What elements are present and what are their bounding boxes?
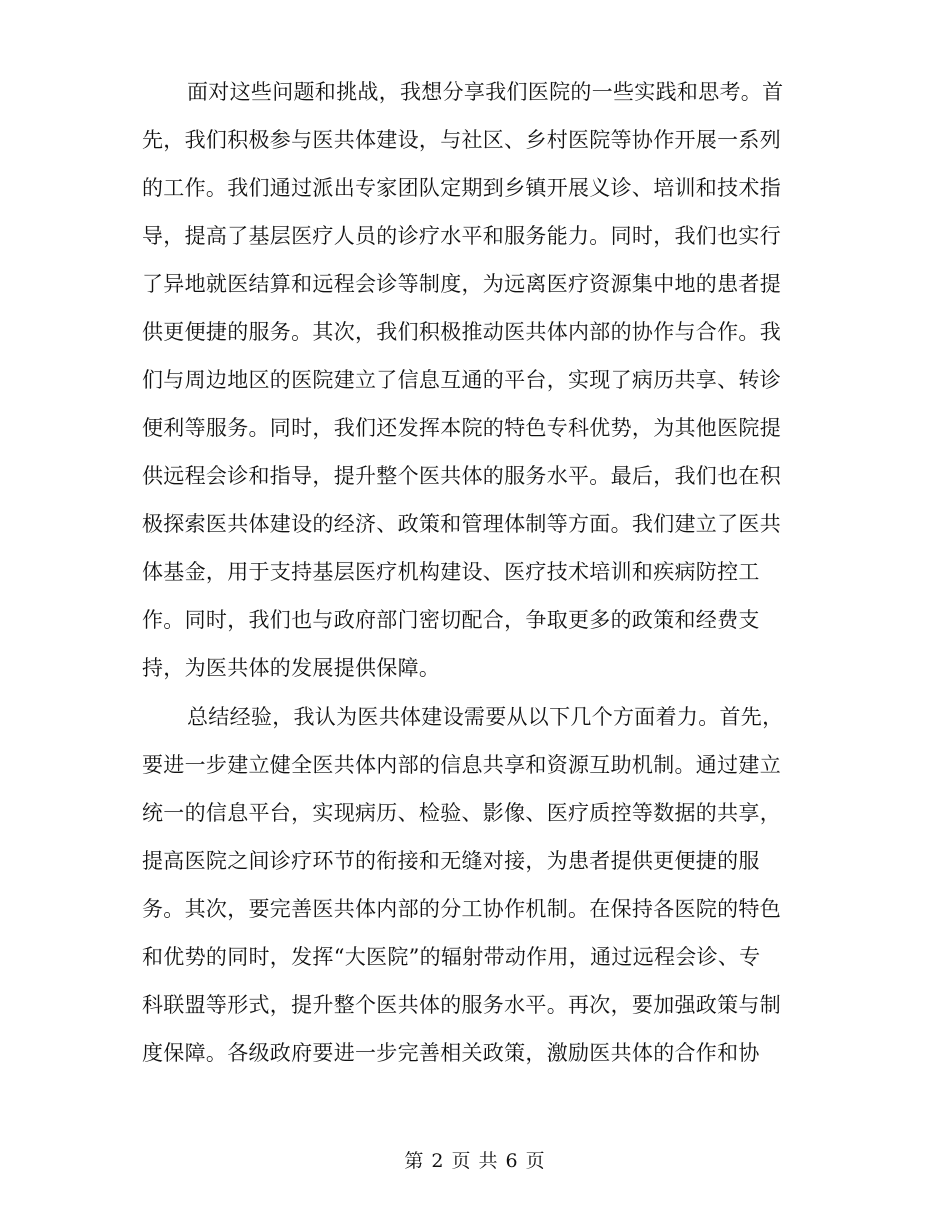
paragraph-2-line-2: 要进一步建立健全医共体内部的信息共享和资源互助机制。通过建立 <box>142 753 781 777</box>
paragraph-2-line-7: 科联盟等形式，提升整个医共体的服务水平。再次，要加强政策与制 <box>142 993 781 1017</box>
paragraph-2-line-5: 务。其次，要完善医共体内部的分工协作机制。在保持各医院的特色 <box>142 897 781 921</box>
paragraph-1-line-12: 作。同时，我们也与政府部门密切配合，争取更多的政策和经费支 <box>142 608 760 632</box>
paragraph-2-line-6: 和优势的同时，发挥“大医院”的辐射带动作用，通过远程会诊、专 <box>142 945 761 969</box>
paragraph-1-line-3: 的工作。我们通过派出专家团队定期到乡镇开展义诊、培训和技术指 <box>142 176 781 200</box>
paragraph-2-line-8: 度保障。各级政府要进一步完善相关政策，激励医共体的合作和协 <box>142 1041 760 1065</box>
paragraph-1-line-7: 们与周边地区的医院建立了信息互通的平台，实现了病历共享、转诊 <box>142 368 781 392</box>
paragraph-1-line-6: 供更便捷的服务。其次，我们积极推动医共体内部的协作与合作。我 <box>142 320 781 344</box>
paragraph-1-line-10: 极探索医共体建设的经济、政策和管理体制等方面。我们建立了医共 <box>142 512 781 536</box>
paragraph-1-line-2: 先，我们积极参与医共体建设，与社区、乡村医院等协作开展一系列 <box>142 128 781 152</box>
paragraph-2-line-1: 总结经验，我认为医共体建设需要从以下几个方面着力。首先， <box>187 705 784 729</box>
paragraph-2-line-3: 统一的信息平台，实现病历、检验、影像、医疗质控等数据的共享， <box>142 801 781 825</box>
paragraph-2-line-4: 提高医院之间诊疗环节的衔接和无缝对接，为患者提供更便捷的服 <box>142 849 760 873</box>
paragraph-1-line-11: 体基金，用于支持基层医疗机构建设、医疗技术培训和疾病防控工 <box>142 560 760 584</box>
paragraph-1-line-9: 供远程会诊和指导，提升整个医共体的服务水平。最后，我们也在积 <box>142 464 781 488</box>
paragraph-1-line-1: 面对这些问题和挑战，我想分享我们医院的一些实践和思考。首 <box>187 80 784 104</box>
paragraph-1-line-5: 了异地就医结算和远程会诊等制度，为远离医疗资源集中地的患者提 <box>142 272 781 296</box>
paragraph-1-line-4: 导，提高了基层医疗人员的诊疗水平和服务能力。同时，我们也实行 <box>142 224 781 248</box>
paragraph-1-line-8: 便利等服务。同时，我们还发挥本院的特色专科优势，为其他医院提 <box>142 416 781 440</box>
paragraph-1-line-13: 持，为医共体的发展提供保障。 <box>142 656 441 680</box>
page-number: 第 2 页 共 6 页 <box>404 1150 546 1172</box>
